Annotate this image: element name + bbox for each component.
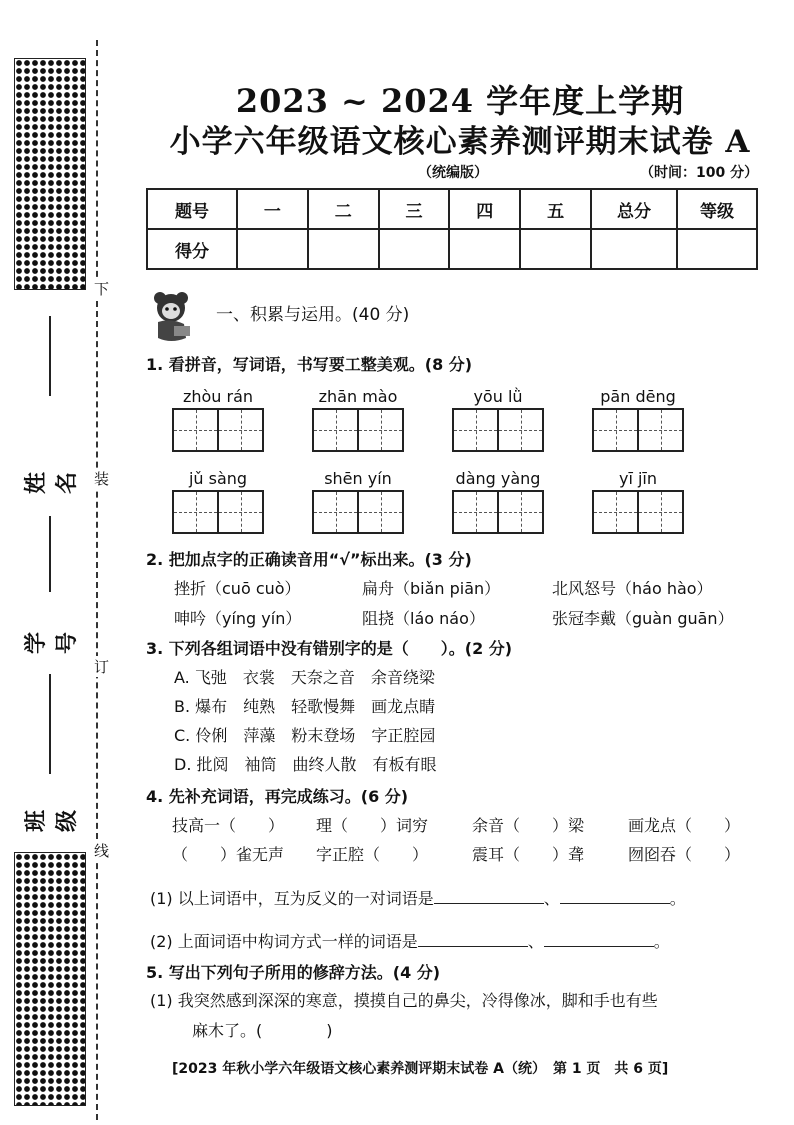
score-cell[interactable]	[379, 229, 450, 269]
pinyin-item	[452, 468, 544, 534]
answer-blank[interactable]	[560, 903, 670, 904]
reading-option[interactable]: 挫折（cuō cuò）	[174, 579, 301, 598]
pinyin-label: jǔ sàng	[188, 469, 248, 488]
question-5-sub-1-line-2[interactable]: 麻木了。( )	[192, 1021, 333, 1040]
score-table-score-row	[147, 229, 757, 269]
reading-option[interactable]: 呻吟（yíng yín）	[174, 609, 302, 628]
cut-char-3: 订	[94, 658, 110, 676]
score-cell[interactable]	[449, 229, 520, 269]
score-header-cell: 等级	[677, 189, 757, 229]
writing-grid[interactable]	[592, 490, 684, 534]
score-cell[interactable]	[237, 229, 308, 269]
writing-grid[interactable]	[172, 408, 264, 452]
question-3-text: 3. 下列各组词语中没有错别字的是（ ）。(2 分)	[146, 639, 513, 658]
fill-in-idiom[interactable]: 画龙点（ ）	[628, 816, 741, 835]
question-4-text: 4. 先补充词语，再完成练习。(6 分)	[146, 787, 409, 806]
class-write-line	[49, 674, 51, 774]
student-id-label: 学号	[24, 632, 80, 655]
pinyin-label: shēn yín	[324, 469, 392, 488]
name-write-line	[49, 316, 51, 396]
question-5-sub-1-line-1: (1) 我突然感到深深的寒意，摸摸自己的鼻尖，冷得像冰，脚和手也有些	[150, 991, 658, 1010]
score-cell[interactable]	[591, 229, 677, 269]
edition-label: （统编版）	[418, 165, 488, 181]
cut-char-4: 线	[94, 842, 110, 860]
score-cell[interactable]	[308, 229, 379, 269]
section-1-title: 一、积累与运用。(40 分)	[216, 305, 410, 325]
exam-year-title: 2023 ~ 2024 学年度上学期	[235, 82, 685, 120]
fill-in-idiom[interactable]: （ ）雀无声	[172, 845, 285, 864]
period: 。	[669, 889, 686, 908]
reading-option[interactable]: 阻挠（láo náo）	[362, 609, 485, 628]
choice-option-b[interactable]: B. 爆布 纯熟 轻歌慢舞 画龙点睛	[174, 697, 436, 716]
sub-question-text: (1) 以上词语中，互为反义的一对词语是	[150, 889, 434, 908]
decorative-dot-pattern-top	[14, 58, 86, 290]
fill-in-idiom[interactable]: 震耳（ ）聋	[472, 845, 585, 864]
mascot-icon	[146, 288, 198, 344]
question-2-text: 2. 把加点字的正确读音用“√”标出来。(3 分)	[146, 550, 472, 569]
name-label: 姓名	[24, 472, 80, 495]
sub-question-text: (2) 上面词语中构词方式一样的词语是	[150, 932, 418, 951]
score-header-cell: 一	[237, 189, 308, 229]
score-header-cell: 总分	[591, 189, 677, 229]
decorative-dot-pattern-bottom	[14, 852, 86, 1106]
pinyin-item	[592, 386, 684, 452]
fill-in-idiom[interactable]: 囫囵吞（ ）	[628, 845, 741, 864]
fill-in-idiom[interactable]: 余音（ ）梁	[472, 816, 585, 835]
time-label: （时间：100 分）	[640, 165, 759, 181]
page-footer: [2023 年秋小学六年级语文核心素养测评期末试卷 A（统） 第 1 页 共 6 页]	[172, 1061, 669, 1077]
choice-option-c[interactable]: C. 伶俐 萍藻 粉末登场 字正腔园	[174, 726, 436, 745]
score-header-cell: 题号	[147, 189, 237, 229]
question-5-text: 5. 写出下列句子所用的修辞方法。(4 分)	[146, 963, 441, 982]
pinyin-label: yōu lǜ	[473, 387, 523, 406]
fill-in-idiom[interactable]: 字正腔（ ）	[316, 845, 429, 864]
pinyin-label: zhòu rán	[182, 387, 254, 406]
cut-char-2: 装	[94, 470, 110, 488]
class-label: 班级	[24, 810, 80, 833]
score-table	[146, 188, 758, 270]
writing-grid[interactable]	[312, 490, 404, 534]
choice-option-a[interactable]: A. 飞弛 衣裳 天奈之音 余音绕梁	[174, 668, 435, 687]
pinyin-item	[312, 468, 404, 534]
question-1-text: 1. 看拼音，写词语，书写要工整美观。(8 分)	[146, 355, 473, 374]
period: 。	[653, 932, 670, 951]
pinyin-item	[172, 468, 264, 534]
student-id-write-line	[49, 516, 51, 592]
writing-grid[interactable]	[172, 490, 264, 534]
question-4-sub-2	[150, 929, 670, 952]
writing-grid[interactable]	[592, 408, 684, 452]
pinyin-label: yī jīn	[618, 469, 658, 488]
score-header-cell: 二	[308, 189, 379, 229]
score-table-header-row	[147, 189, 757, 229]
exam-title: 小学六年级语文核心素养测评期末试卷 A	[169, 124, 751, 160]
choice-option-d[interactable]: D. 批阅 袖筒 曲终人散 有板有眼	[174, 755, 437, 774]
cut-line	[96, 40, 98, 1120]
pinyin-label: zhān mào	[318, 387, 398, 406]
fill-in-idiom[interactable]: 技高一（ ）	[172, 816, 285, 835]
score-cell[interactable]	[677, 229, 757, 269]
writing-grid[interactable]	[312, 408, 404, 452]
writing-grid[interactable]	[452, 490, 544, 534]
reading-option[interactable]: 北风怒号（háo hào）	[552, 579, 713, 598]
reading-option[interactable]: 扁舟（biǎn piān）	[362, 579, 501, 598]
score-header-cell: 四	[449, 189, 520, 229]
pinyin-item	[312, 386, 404, 452]
score-row-label: 得分	[147, 229, 237, 269]
pinyin-label: pān dēng	[600, 387, 676, 406]
answer-blank[interactable]	[544, 946, 654, 947]
question-4-sub-1	[150, 886, 686, 909]
separator: 、	[543, 889, 560, 908]
score-header-cell: 五	[520, 189, 591, 229]
fill-in-idiom[interactable]: 理（ ）词穷	[316, 816, 429, 835]
reading-option[interactable]: 张冠李戴（guàn guān）	[552, 609, 734, 628]
cut-char-1: 下	[94, 280, 110, 298]
pinyin-item	[452, 386, 544, 452]
answer-blank[interactable]	[434, 903, 544, 904]
separator: 、	[527, 932, 544, 951]
pinyin-label: dàng yàng	[455, 469, 541, 488]
score-cell[interactable]	[520, 229, 591, 269]
writing-grid[interactable]	[452, 408, 544, 452]
answer-blank[interactable]	[418, 946, 528, 947]
pinyin-item	[592, 468, 684, 534]
score-header-cell: 三	[379, 189, 450, 229]
pinyin-item	[172, 386, 264, 452]
